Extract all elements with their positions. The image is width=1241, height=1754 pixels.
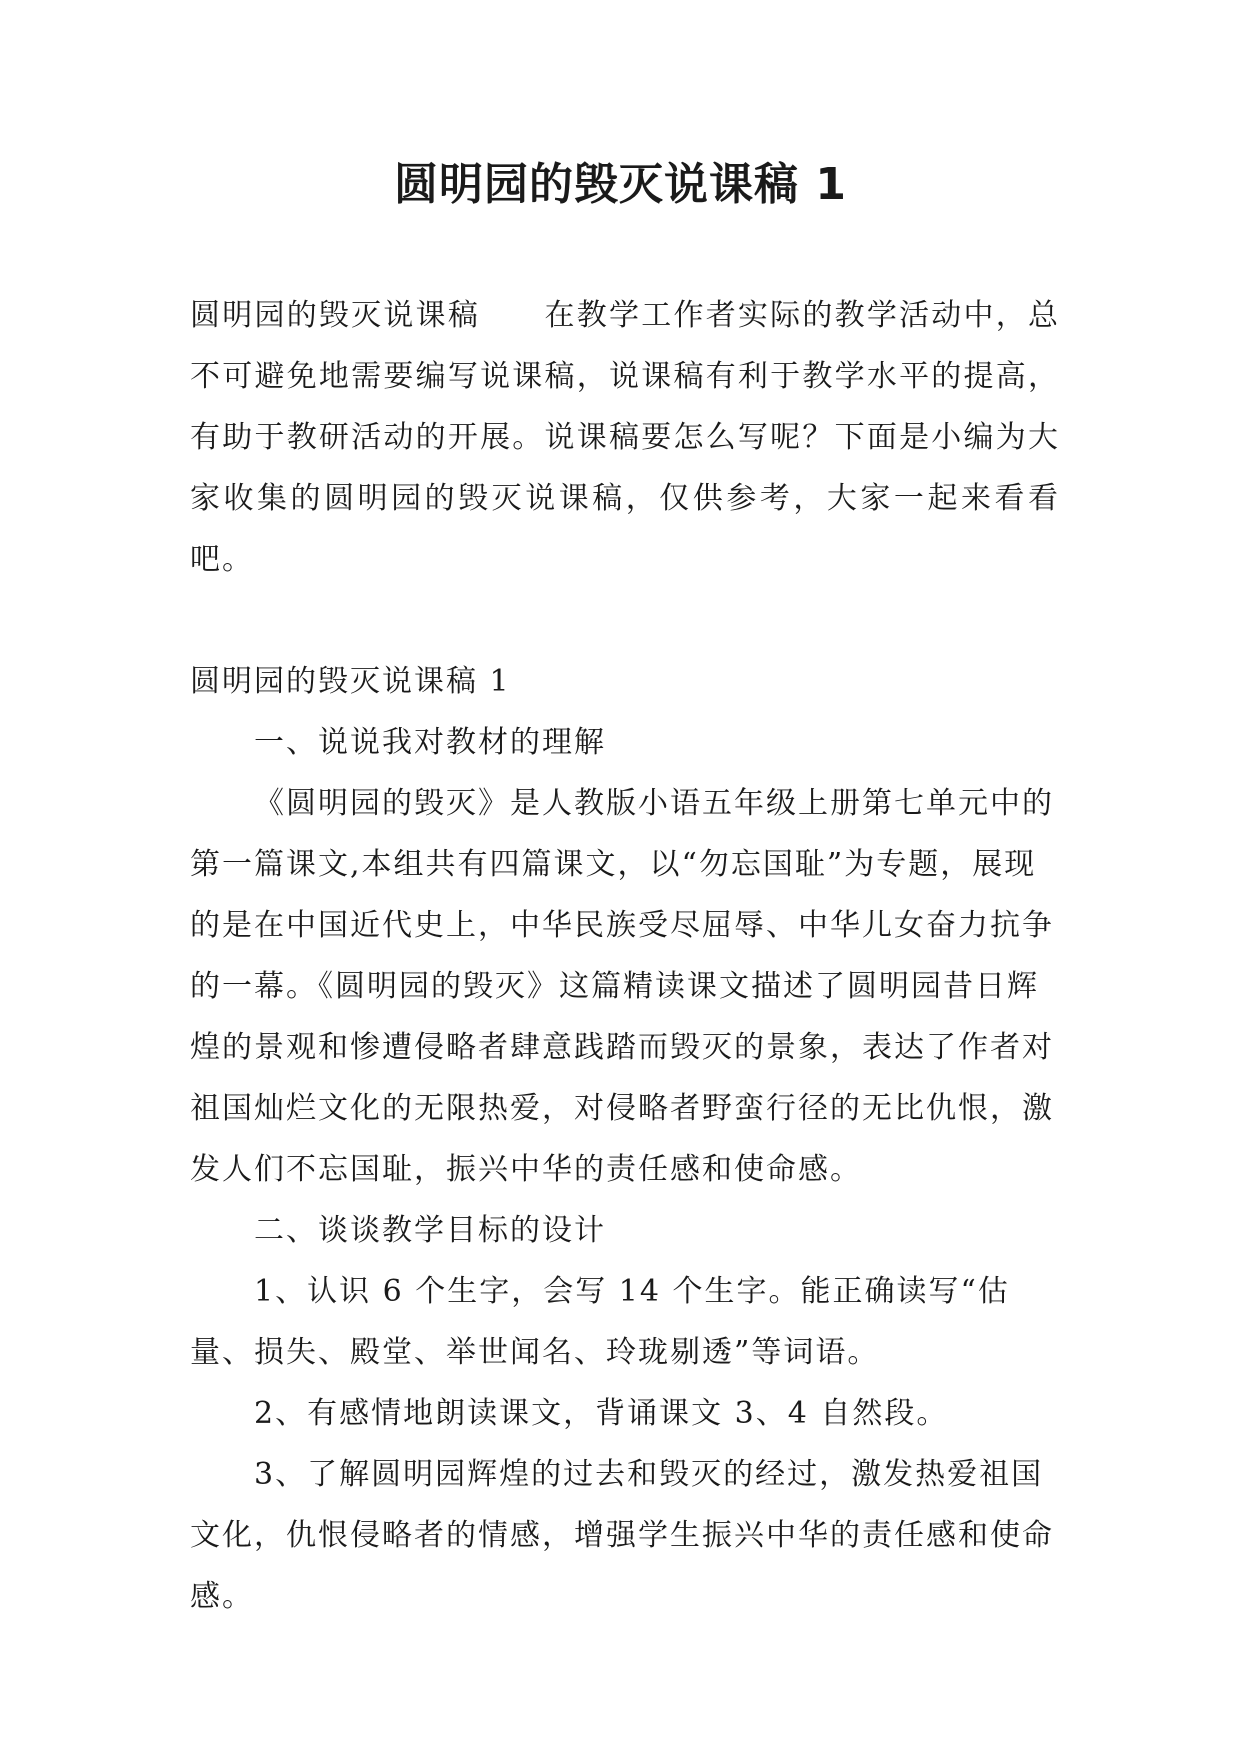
goal-item-2: 2、有感情地朗读课文，背诵课文 3、4 自然段。 bbox=[254, 1396, 949, 1431]
part1-heading: 一、说说我对教材的理解 bbox=[254, 725, 606, 760]
part1-paragraph: 《圆明园的毁灭》是人教版小语五年级上册第七单元中的第一篇课文,本组共有四篇课文，以“勿忘国耻”为专题，展现的是在中国近代史上，中华民族受尽屈辱、中华儿女奋力抗争的一幕。《圆明园的毁灭》这篇精读课文描述了圆明园昔日辉煌的景观和惨遭侵略者肆意践踏而毁灭的景象，表达了作者对祖国灿烂文化的无限热爱，对侵略者野蛮行径的无比仇恨，激发人们不忘国耻，振兴中华的责任感和使命感。 bbox=[190, 786, 1054, 1187]
goal-item-1: 1、认识 6 个生字，会写 14 个生字。能正确读写“估量、损失、殿堂、举世闻名、玲珑剔透”等词语。 bbox=[190, 1274, 1010, 1370]
document-title: 圆明园的毁灭说课稿 1 bbox=[394, 159, 847, 210]
intro-paragraph: 圆明园的毁灭说课稿 在教学工作者实际的教学活动中，总不可避免地需要编写说课稿，说课稿有利于教学水平的提高，有助于教研活动的开展。说课稿要怎么写呢？下面是小编为大家收集的圆明园的毁灭说课稿，仅供参考，大家一起来看看吧。 bbox=[190, 298, 1060, 577]
paragraph-gap bbox=[190, 590, 1060, 651]
section-title: 圆明园的毁灭说课稿 1 bbox=[190, 664, 511, 699]
goal-item-3: 3、了解圆明园辉煌的过去和毁灭的经过，激发热爱祖国文化，仇恨侵略者的情感，增强学生振兴中华的责任感和使命感。 bbox=[190, 1457, 1054, 1614]
part2-heading: 二、谈谈教学目标的设计 bbox=[254, 1213, 606, 1248]
document-body bbox=[190, 285, 1060, 1627]
